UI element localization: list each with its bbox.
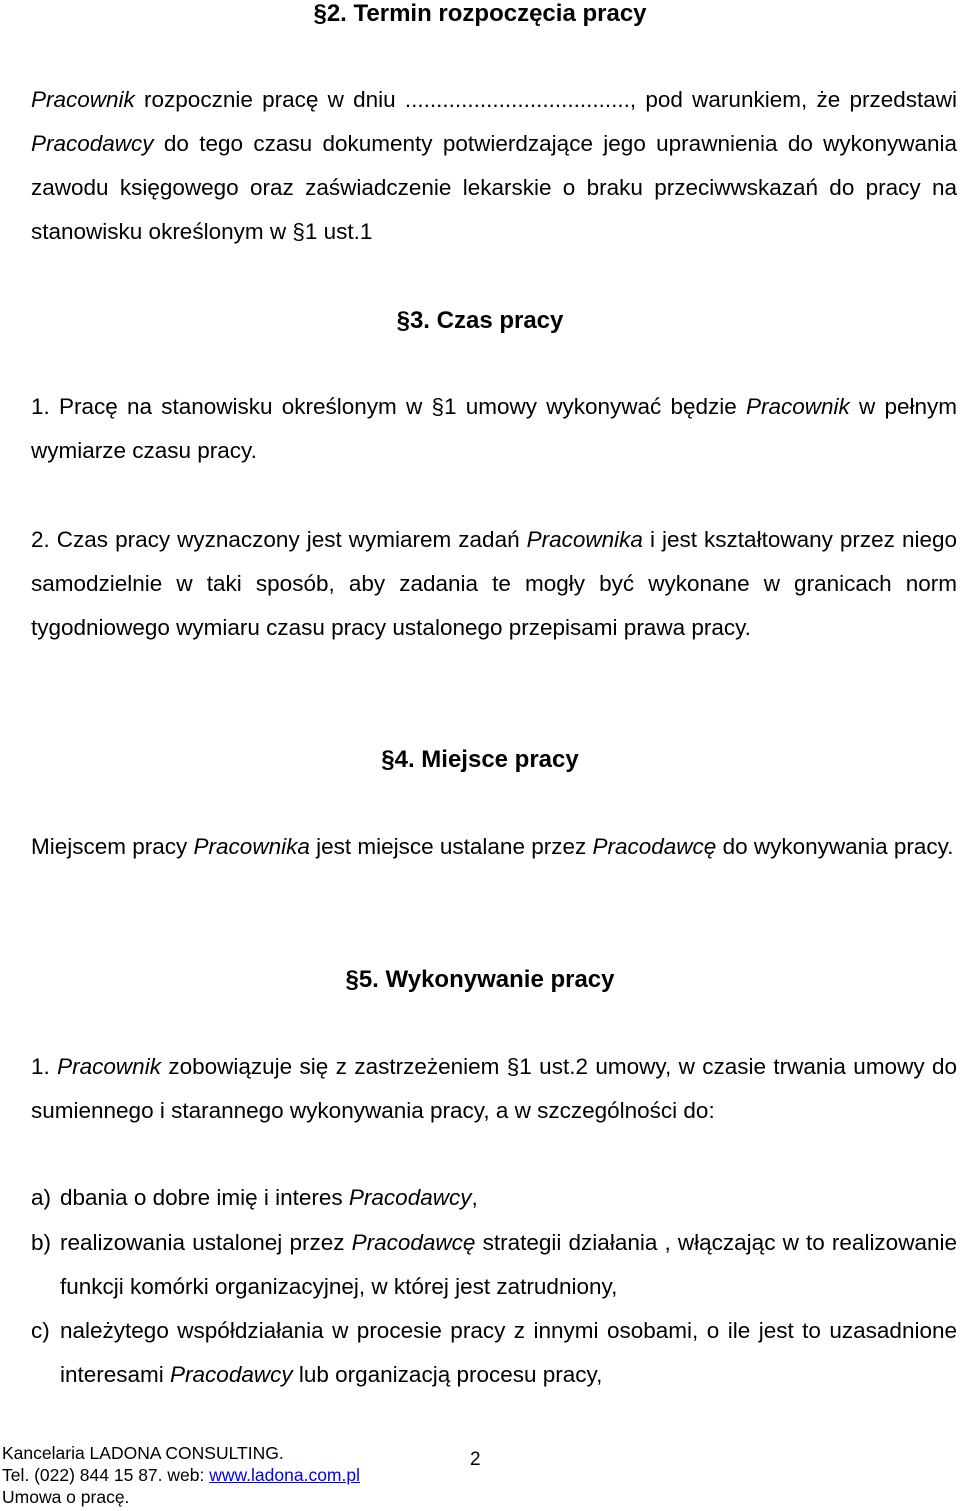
- text-fragment: do wykonywania pracy.: [716, 834, 954, 859]
- text-fragment: do tego czasu dokumenty potwierdzające jego uprawnienia do wykonywania zawodu księgowego oraz zaświadczenie lekarskie o braku przeciwwskazań do pracy na stanowisku określonym w §1 ust.1: [31, 131, 957, 244]
- section-4-heading: §4. Miejsce pracy: [381, 746, 579, 773]
- text-fragment: strategii działania , włączając w to realizowanie funkcji komórki organizacyjnej, w której jest zatrudniony,: [60, 1230, 957, 1299]
- item-label: a): [31, 1185, 52, 1210]
- footer-company: Kancelaria LADONA CONSULTING.: [2, 1443, 284, 1463]
- section-2-paragraph: [31, 78, 957, 254]
- term-pracodawcy: Pracodawcy: [348, 1185, 472, 1210]
- item-label: b): [31, 1230, 52, 1255]
- term-pracownik: Pracownik: [31, 87, 135, 112]
- section-4-paragraph: [31, 825, 957, 869]
- term-pracownika: Pracownika: [526, 527, 643, 552]
- term-pracodawcy: Pracodawcy: [170, 1362, 293, 1387]
- item-text: [60, 1176, 957, 1220]
- section-5-item-c: [31, 1309, 957, 1397]
- section-5-intro: [31, 1045, 957, 1133]
- footer: [2, 1442, 360, 1508]
- term-pracodawce: Pracodawcę: [592, 834, 717, 859]
- page-number: 2: [470, 1449, 481, 1470]
- text-fragment: w pełnym wymiarze czasu pracy.: [31, 394, 957, 463]
- footer-document-title: Umowa o pracę.: [2, 1487, 130, 1507]
- text-fragment: 2. Czas pracy wyznaczony jest wymiarem zadań: [31, 527, 527, 552]
- section-5-heading: §5. Wykonywanie pracy: [345, 966, 615, 993]
- text-fragment: lub organizacją procesu pracy,: [292, 1362, 603, 1387]
- text-fragment: realizowania ustalonej przez: [60, 1230, 352, 1255]
- text-fragment: należytego współdziałania w procesie pracy z innymi osobami, o ile jest to uzasadnione interesami: [60, 1318, 957, 1387]
- text-fragment: i jest kształtowany przez niego samodzielnie w taki sposób, aby zadania te mogły być wykonane w granicach norm tygodniowego wymiaru czasu pracy ustalonego przepisami prawa pracy.: [31, 527, 957, 640]
- item-text: [60, 1309, 957, 1397]
- section-5-item-a: [31, 1176, 957, 1220]
- term-pracodawce: Pracodawcę: [351, 1230, 476, 1255]
- footer-phone: Tel. (022) 844 15 87. web:: [2, 1465, 210, 1485]
- term-pracodawcy: Pracodawcy: [31, 131, 154, 156]
- text-fragment: dbania o dobre imię i interes: [60, 1185, 349, 1210]
- section-3-item-1: [31, 385, 957, 473]
- text-fragment: jest miejsce ustalane przez: [309, 834, 593, 859]
- item-label: c): [31, 1318, 50, 1343]
- text-fragment: rozpocznie pracę w dniu ...................................., pod warunkiem, że przedstawi: [134, 87, 957, 112]
- item-text: [60, 1221, 957, 1309]
- term-pracownika: Pracownika: [193, 834, 310, 859]
- text-fragment: Miejscem pracy: [31, 834, 194, 859]
- section-5-item-b: [31, 1221, 957, 1309]
- term-pracownik: Pracownik: [745, 394, 850, 419]
- section-2-heading: §2. Termin rozpoczęcia pracy: [313, 0, 647, 27]
- term-pracownik: Pracownik: [57, 1054, 161, 1079]
- footer-contact: [2, 1464, 360, 1486]
- section-3-heading: §3. Czas pracy: [396, 307, 564, 334]
- section-3-item-2: [31, 518, 957, 650]
- text-fragment: ,: [471, 1185, 478, 1210]
- footer-website-link[interactable]: www.ladona.com.pl: [209, 1465, 360, 1485]
- text-fragment: 1. Pracę na stanowisku określonym w §1 umowy wykonywać będzie: [31, 394, 746, 419]
- text-fragment: zobowiązuje się z zastrzeżeniem §1 ust.2 umowy, w czasie trwania umowy do sumiennego i starannego wykonywania pracy, a w szczególności do:: [31, 1054, 957, 1123]
- text-fragment: 1.: [31, 1054, 58, 1079]
